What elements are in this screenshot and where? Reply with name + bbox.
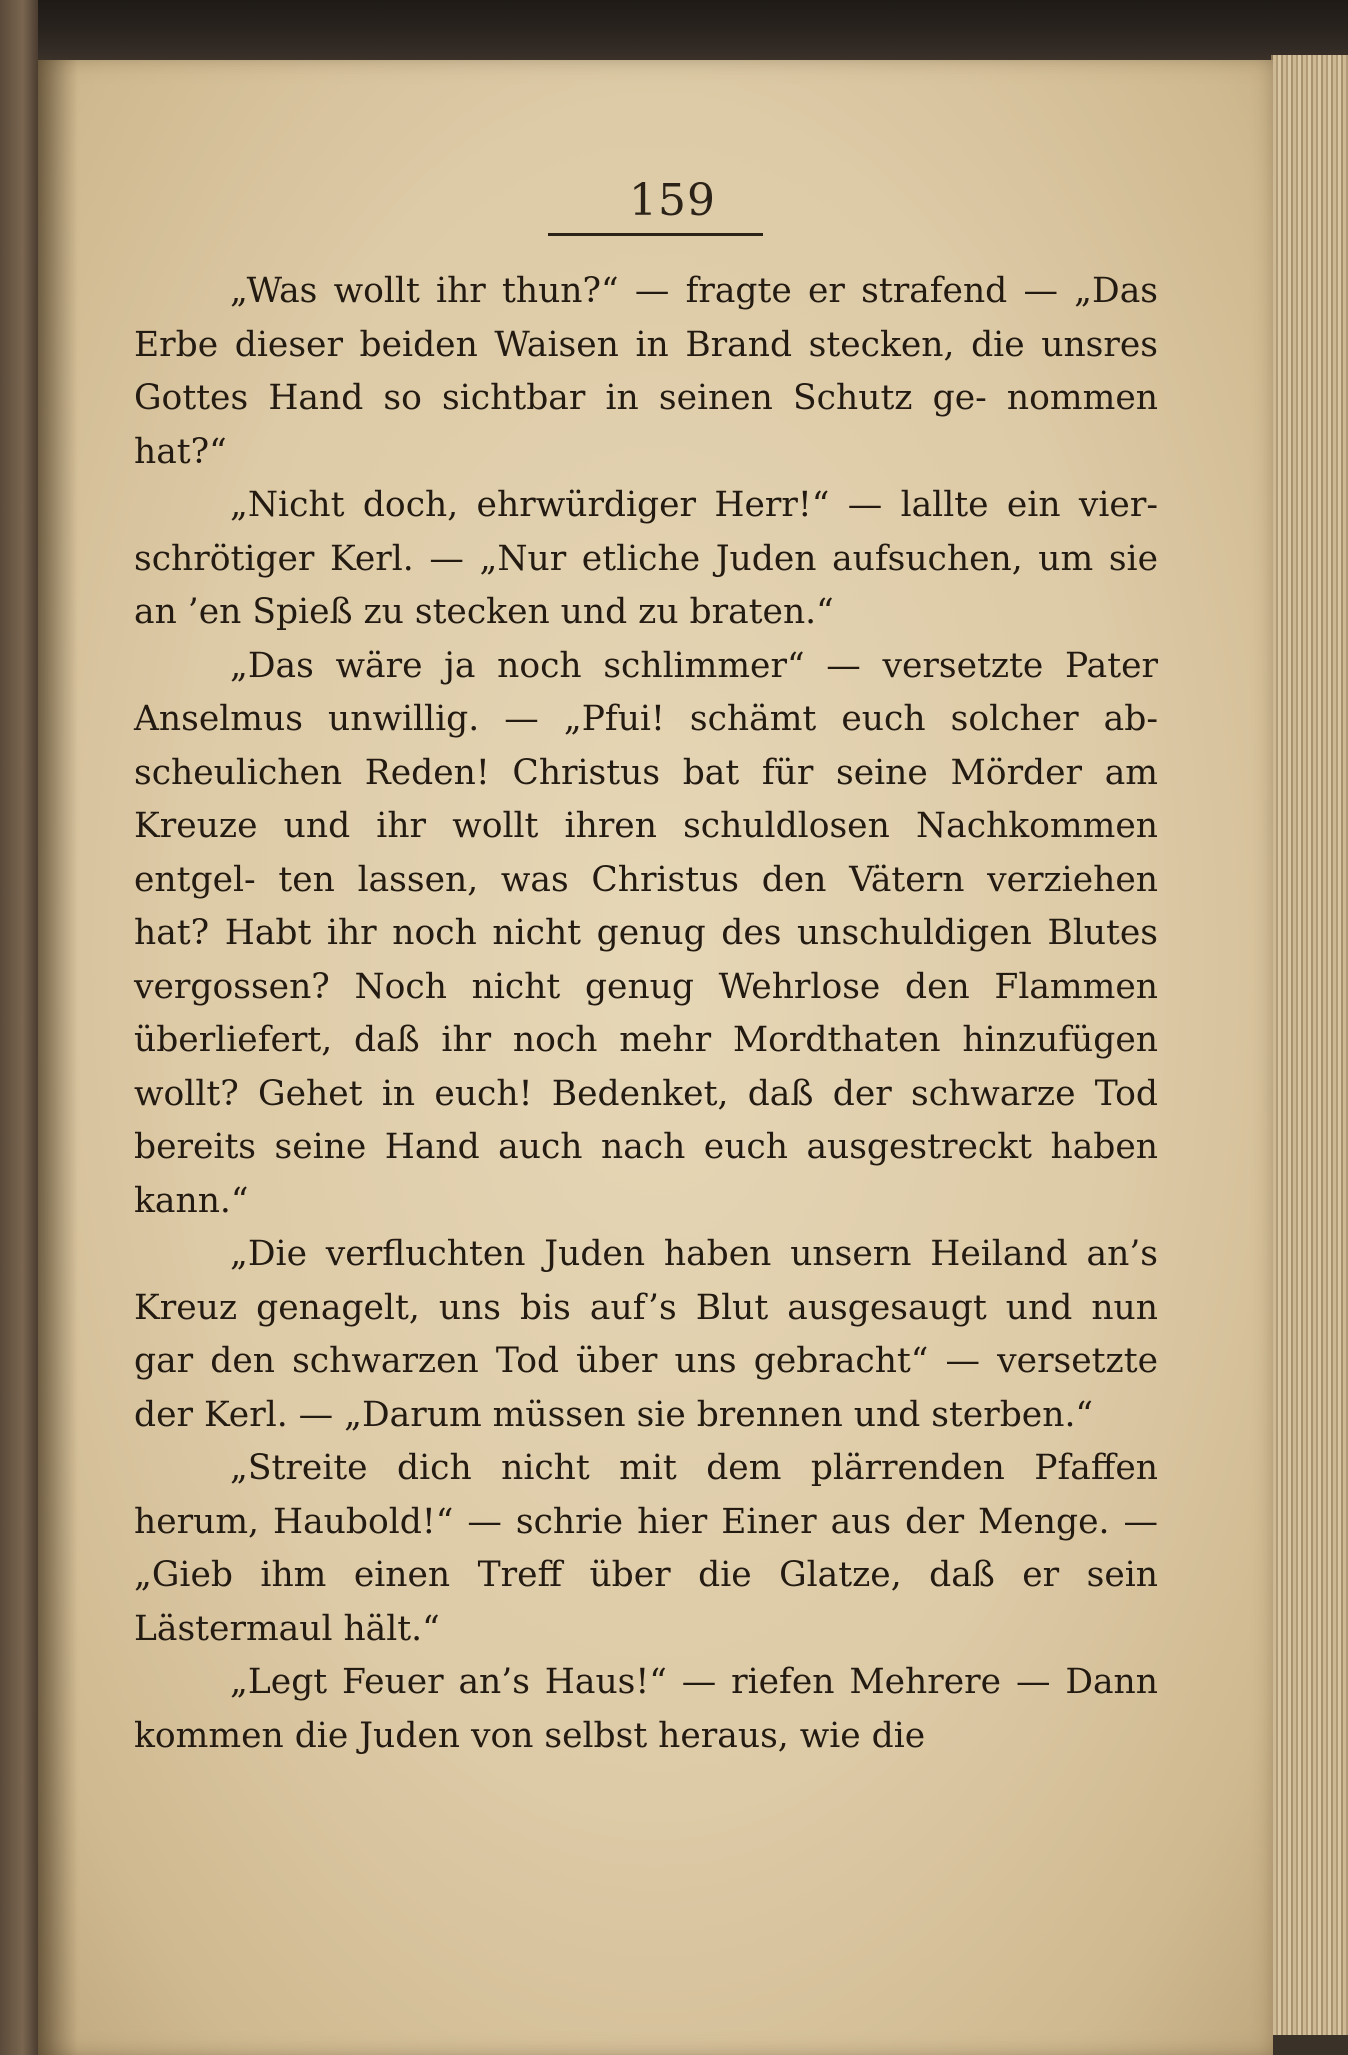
- paragraph: „Legt Feuer an’s Haus!“ — riefen Mehrere — Dann kommen die Juden von selbst heraus, wie die: [134, 1662, 1158, 1756]
- paragraph: „Nicht doch, ehrwürdiger Herr!“ — lallte ein vier- schrötiger Kerl. — „Nur etliche Juden aufsuchen, um sie an ’en Spieß zu stecken und zu braten.“: [134, 485, 1158, 632]
- paragraph: „Die verfluchten Juden haben unsern Heiland an’s Kreuz genagelt, uns bis auf’s Blut ausgesaugt und nun gar den schwarzen Tod über uns gebracht“ — versetzte der Kerl. — „Darum müssen sie brennen und sterben.“: [134, 1234, 1158, 1435]
- book-page: [38, 60, 1273, 2055]
- body-text: [134, 265, 1158, 1763]
- paragraph: „Was wollt ihr thun?“ — fragte er strafend — „Das Erbe dieser beiden Waisen in Brand stecken, die unsres Gottes Hand so sichtbar in seinen Schutz ge- nommen hat?“: [134, 271, 1158, 472]
- paragraph: „Streite dich nicht mit dem plärrenden Pfaffen herum, Haubold!“ — schrie hier Einer aus der Menge. — „Gieb ihm einen Treff über die Glatze, daß er sein Lästermaul hält.“: [134, 1448, 1158, 1649]
- gutter-shadow: [38, 60, 78, 2055]
- book-top-edge: [0, 0, 1348, 60]
- paragraph: „Das wäre ja noch schlimmer“ — versetzte Pater Anselmus unwillig. — „Pfui! schämt euch solcher ab- scheulichen Reden! Christus bat für seine Mörder am Kreuze und ihr wollt ihren schuldlosen Nachkommen entgel- ten lassen, was Christus den Vätern verziehen hat? Habt ihr noch nicht genug des unschuldigen Blutes vergossen? Noch nicht genug Wehrlose den Flammen überliefert, daß ihr noch mehr Mordthaten hinzufügen wollt? Gehet in euch! Bedenket, daß der schwarze Tod bereits seine Hand auch nach euch ausgestreckt haben kann.“: [134, 645, 1158, 1221]
- header-rule: [548, 233, 763, 236]
- page-stack-edge: [1271, 55, 1348, 2035]
- page-number: [38, 175, 1273, 226]
- page-number-text: 159: [629, 175, 716, 226]
- book-cover-edge: [0, 0, 38, 2055]
